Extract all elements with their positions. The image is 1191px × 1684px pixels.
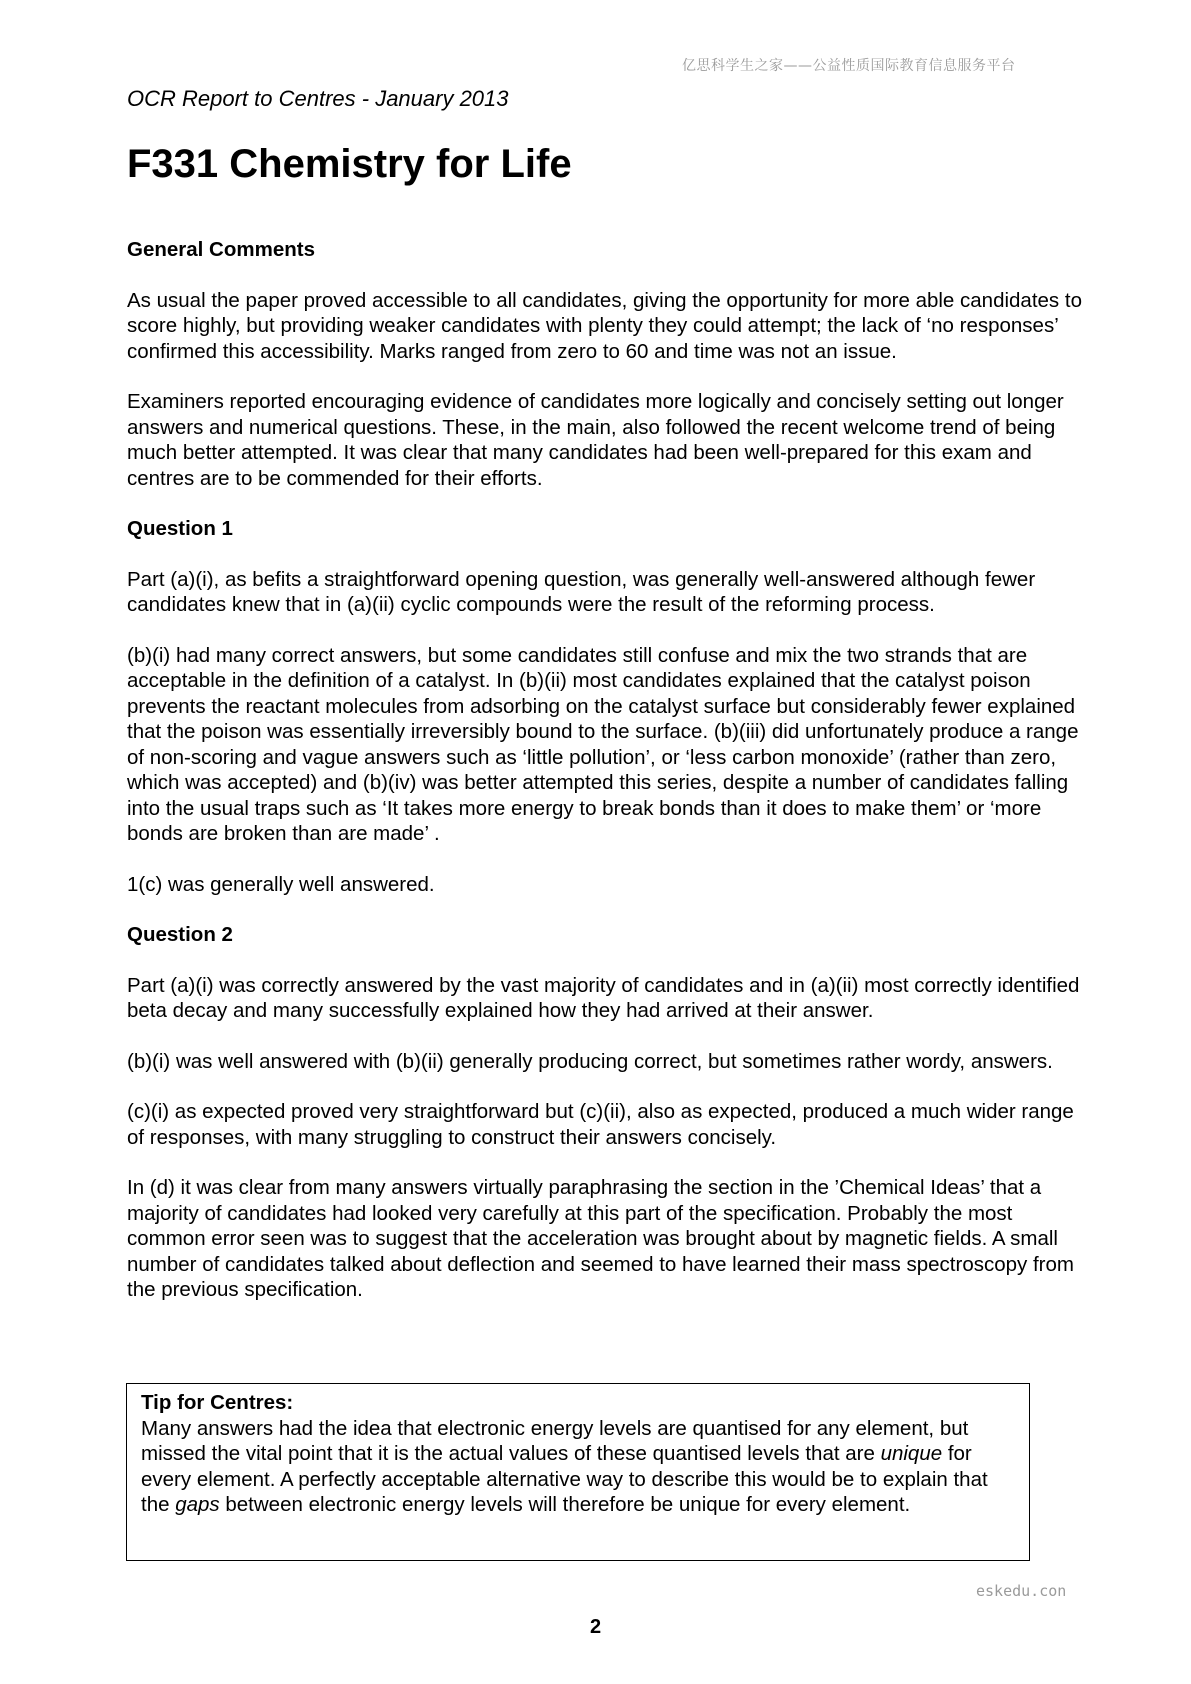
section-heading-question-2: Question 2	[127, 923, 233, 946]
page-title: F331 Chemistry for Life	[127, 142, 572, 186]
tip-text-part: Many answers had the idea that electronic energy levels are quantised for any element, but missed the vital point that it is the actual values of these quantised levels that are	[141, 1416, 969, 1465]
page-number: 2	[589, 1616, 602, 1638]
paragraph: Part (a)(i) was correctly answered by the vast majority of candidates and in (a)(ii) most correctly identified beta decay and many successfully explained how they had arrived at their answer.	[127, 973, 1080, 1022]
tip-for-centres-box	[126, 1383, 1030, 1561]
tip-text	[141, 1417, 988, 1517]
watermark-top: 亿思科学生之家——公益性质国际教育信息服务平台	[682, 58, 1016, 74]
paragraph: (b)(i) had many correct answers, but some candidates still confuse and mix the two strands that are acceptable in the definition of a catalyst. In (b)(ii) most candidates explained that the catalyst poison prevents the reactant molecules from adsorbing on the catalyst surface but considerably fewer explained that the poison was essentially irreversibly bound to the surface. (b)(iii) did unfortunately produce a range of non-scoring and vague answers such as ‘little pollution’, or ‘less carbon monoxide’ (rather than zero, which was accepted) and (b)(iv) was better attempted this series, despite a number of candidates falling into the usual traps such as ‘It takes more energy to break bonds than it does to make them’ or ‘more bonds are broken than are made’ .	[127, 643, 1079, 845]
paragraph: In (d) it was clear from many answers virtually paraphrasing the section in the ’Chemical Ideas’ that a majority of candidates had looked very carefully at this part of the specification. Probably the most common error seen was to suggest that the acceleration was brought about by magnetic fields. A small number of candidates talked about deflection and seemed to have learned their mass spectroscopy from the previous specification.	[127, 1176, 1074, 1301]
paragraph: Examiners reported encouraging evidence of candidates more logically and concisely setting out longer answers and numerical questions. These, in the main, also followed the recent welcome trend of being much better attempted. It was clear that many candidates had been well-prepared for this exam and centres are to be commended for their efforts.	[127, 390, 1064, 490]
running-header: OCR Report to Centres - January 2013	[127, 86, 509, 111]
paragraph: (c)(i) as expected proved very straightforward but (c)(ii), also as expected, produced a much wider range of responses, with many struggling to construct their answers concisely.	[127, 1100, 1074, 1149]
tip-text-part: between electronic energy levels will therefore be unique for every element.	[219, 1493, 911, 1516]
tip-text-part: for every element. A perfectly acceptable alternative way to describe this would be to explain that the	[141, 1442, 988, 1516]
paragraph: Part (a)(i), as befits a straightforward opening question, was generally well-answered although fewer candidates knew that in (a)(ii) cyclic compounds were the result of the reforming process.	[127, 567, 1036, 616]
watermark-bottom: eskedu.con	[976, 1582, 1067, 1600]
report-body	[127, 237, 1087, 1303]
paragraph: As usual the paper proved accessible to all candidates, giving the opportunity for more able candidates to score highly, but providing weaker candidates with plenty they could attempt; the lack of ‘no responses’ confirmed this accessibility. Marks ranged from zero to 60 and time was not an issue.	[127, 288, 1082, 363]
tip-emphasis-unique: unique	[880, 1442, 943, 1465]
paragraph: (b)(i) was well answered with (b)(ii) generally producing correct, but sometimes rather wordy, answers.	[127, 1049, 1053, 1073]
tip-emphasis-gaps: gaps	[175, 1493, 220, 1516]
section-heading-general: General Comments	[127, 238, 315, 261]
paragraph: 1(c) was generally well answered.	[127, 872, 435, 896]
tip-title: Tip for Centres:	[141, 1391, 294, 1414]
section-heading-question-1: Question 1	[127, 517, 233, 540]
